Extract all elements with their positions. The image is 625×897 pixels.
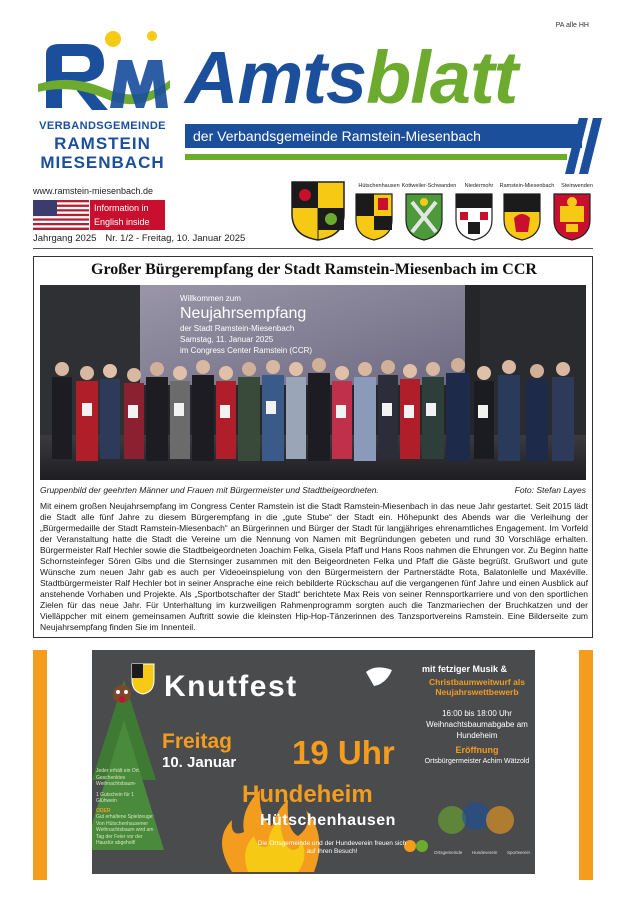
- vg-logo[interactable]: [30, 30, 175, 170]
- volume-label: Jahrgang 2025: [33, 233, 97, 244]
- ad-side-or: ODER: [96, 807, 111, 814]
- screen-line-4: Samstag, 11. Januar 2025: [180, 335, 274, 344]
- ad-frame-bar-left: [33, 650, 47, 880]
- subtitle-band: der Verbandsgemeinde Ramstein-Miesenbach: [185, 124, 582, 148]
- crest-kottweiler-schwanden[interactable]: [401, 182, 457, 247]
- ad-footer: Die Ortsgemeinde und der Hundeverein freuen sich auf Ihren Besuch!: [257, 840, 407, 855]
- ad-date: 10. Januar: [162, 754, 237, 771]
- ad-music-sub: Christbaumweitwurf als Neujahrswettbewerb: [429, 677, 525, 697]
- ad-day: Freitag: [162, 730, 233, 753]
- crest-caption: Kottweiler-Schwanden: [401, 182, 457, 189]
- photo-caption: [40, 485, 586, 495]
- title-part-1: Amts: [185, 36, 367, 119]
- ad-logo-label: Hundeverein: [471, 850, 498, 855]
- ad-title: Knutfest: [164, 670, 298, 703]
- crest-caption: Hütschenhausen: [358, 182, 400, 189]
- crest-caption: Ramstein-Miesenbach: [499, 182, 555, 189]
- ad-opening-sub: Ortsbürgermeister Achim Wätzold: [424, 758, 530, 765]
- crest-huetschenhausen[interactable]: [354, 182, 400, 247]
- crest-caption: Niedermohr: [464, 182, 494, 189]
- coat-of-arms-icon: [404, 192, 444, 242]
- knutfest-ad[interactable]: [92, 650, 535, 874]
- article-headline: Großer Bürgerempfang der Stadt Ramstein-Miesenbach im CCR: [91, 261, 537, 278]
- ad-side-1: Jeder erhält ein Ort. Geschenktes Weihnachtsbaum-: [96, 768, 141, 787]
- crest-verbandsgemeinde[interactable]: [290, 180, 346, 247]
- header-rule: [33, 248, 593, 249]
- ad-time: 19 Uhr: [292, 734, 395, 771]
- ad-place: Hütschenhausen: [260, 812, 396, 829]
- coat-of-arms-icon: [290, 180, 346, 242]
- ad-side-3: Gut erhaltene Spielzeuge: Von Hütschenhausener Weihnachtsbaum wird am Tag der Feier vor der Haustür abgeholt!: [96, 814, 154, 846]
- ad-sponsor-logos: [434, 850, 530, 855]
- ad-side-2: 1 Gutschein für 1 Glühwein: [96, 791, 135, 804]
- green-rule: [185, 154, 567, 160]
- crest-caption: Steinwenden: [561, 182, 593, 189]
- ad-frame-bar-right: [579, 650, 593, 880]
- ad-side-text: [96, 768, 154, 847]
- screen-line-5: im Congress Center Ramstein (CCR): [180, 346, 313, 355]
- crest-ramstein-miesenbach[interactable]: [499, 182, 555, 247]
- ad-logo-label: Ortsgemeinde: [434, 850, 463, 855]
- logo-line-1: VERBANDSGEMEINDE: [39, 120, 166, 132]
- screen-line-2: Neujahrsempfang: [180, 305, 307, 322]
- ad-music-line: mit fetziger Musik &: [422, 664, 508, 674]
- distribution-note: PA alle HH: [555, 22, 589, 29]
- publication-title: [185, 38, 517, 118]
- crest-steinwenden[interactable]: [552, 182, 593, 247]
- logo-mark-icon: [30, 30, 175, 122]
- issue-label: Nr. 1/2 - Freitag, 10. Januar 2025: [105, 233, 246, 244]
- coat-of-arms-icon: [502, 192, 542, 242]
- group-photo-image: [40, 285, 586, 480]
- screen-line-1: Willkommen zum: [180, 294, 241, 303]
- issue-line: [33, 233, 254, 244]
- logo-line-3: MIESENBACH: [40, 153, 165, 172]
- website-link[interactable]: www.ramstein-miesenbach.de: [33, 186, 154, 196]
- logo-line-2: RAMSTEIN: [54, 134, 151, 153]
- screen-text: [180, 293, 312, 356]
- crest-niedermohr[interactable]: [454, 182, 494, 247]
- ad-venue: Hundeheim: [242, 781, 373, 808]
- lead-article: [33, 256, 593, 638]
- ad-opening-title: Eröffnung: [455, 745, 499, 755]
- coat-of-arms-icon: [354, 192, 394, 242]
- ad-logo-label: Sportverein: [506, 850, 530, 855]
- us-flag-icon: [33, 200, 89, 230]
- group-photo[interactable]: [40, 285, 586, 480]
- photo-credit: Foto: Stefan Layes: [514, 485, 586, 495]
- caption-text: Gruppenbild der geehrten Männer und Frauen mit Bürgermeister und Stadtbeigeordneten.: [40, 485, 379, 495]
- screen-line-3: der Stadt Ramstein-Miesenbach: [180, 324, 295, 333]
- ad-times: 16:00 bis 18:00 Uhr Weihnachtsbaumabgabe am Hundeheim: [426, 709, 528, 740]
- coat-of-arms-icon: [552, 192, 592, 242]
- title-part-2: blatt: [366, 36, 518, 119]
- coat-of-arms-icon: [454, 192, 494, 242]
- english-notice[interactable]: Information in English inside: [90, 200, 165, 230]
- article-body: Mit einem großen Neujahrsempfang im Congress Center Ramstein ist die Stadt Ramstein-Miesenbach in das neue Jahr gestartet. Seit 2015 lädt die Stadt alle fünf Jahre zu diesem Bürgerempfang in die „gute Stube“ der Stadt ein. Höhepunkt des Abends war die Verleihung der „Bürgermedaille der Stadt Ramstein-Miesenbach“ an Bürgerinnen und Bürger der Stadt für langjähriges ehrenamtliches Engagement. Im Vorfeld der Veranstaltung hatte die Stadt die Vereine um die Nennung von Namen mit Begründungen gebeten und rund 30 Vorschläge erhalten. Bürgermeister Ralf Hechler sowie die Stadtbeigeordneten Joachim Felka, Gisela Pfaff und Hans Roos nahmen die Ehrungen vor. Zu Beginn hatte Schornsteinfeger Sören Gibs und die Sternsinger zusammen mit den Beigeordneten Felka und Pfaff die Gäste begrüßt. Grußwort und gute Wünsche zum neuen Jahr gab es auch per Videoeinspielung von den Bürgermeistern der Partnerstädte Rota, Balatonlelle und Maxéville. Stadtbürgermeister Ralf Hechler bot in seiner Ansprache eine reich bebilderte Rückschau auf die vergangenen fünf Jahre und einen Ausblick auf anstehende Vorhaben und Projekte. Als „Sportbotschafter der Stadt“ berichtete Max Reis von seiner Rennsportkarriere und von den sportlichen Zielen für das neue Jahr. Für Unterhaltung im kurzweiligen Rahmenprogramm sorgten auch die Tanzmariechen der Bruchkatzen und der Vielläppcher mit einem gemeinsamen Auftritt sowie die kleinsten Hip-Hop-Tänzerinnen des Tanzsportvereins Ramstein. Eine Bilderseite zum Neujahrsempfang finden Sie im Innenteil.: [40, 501, 588, 632]
